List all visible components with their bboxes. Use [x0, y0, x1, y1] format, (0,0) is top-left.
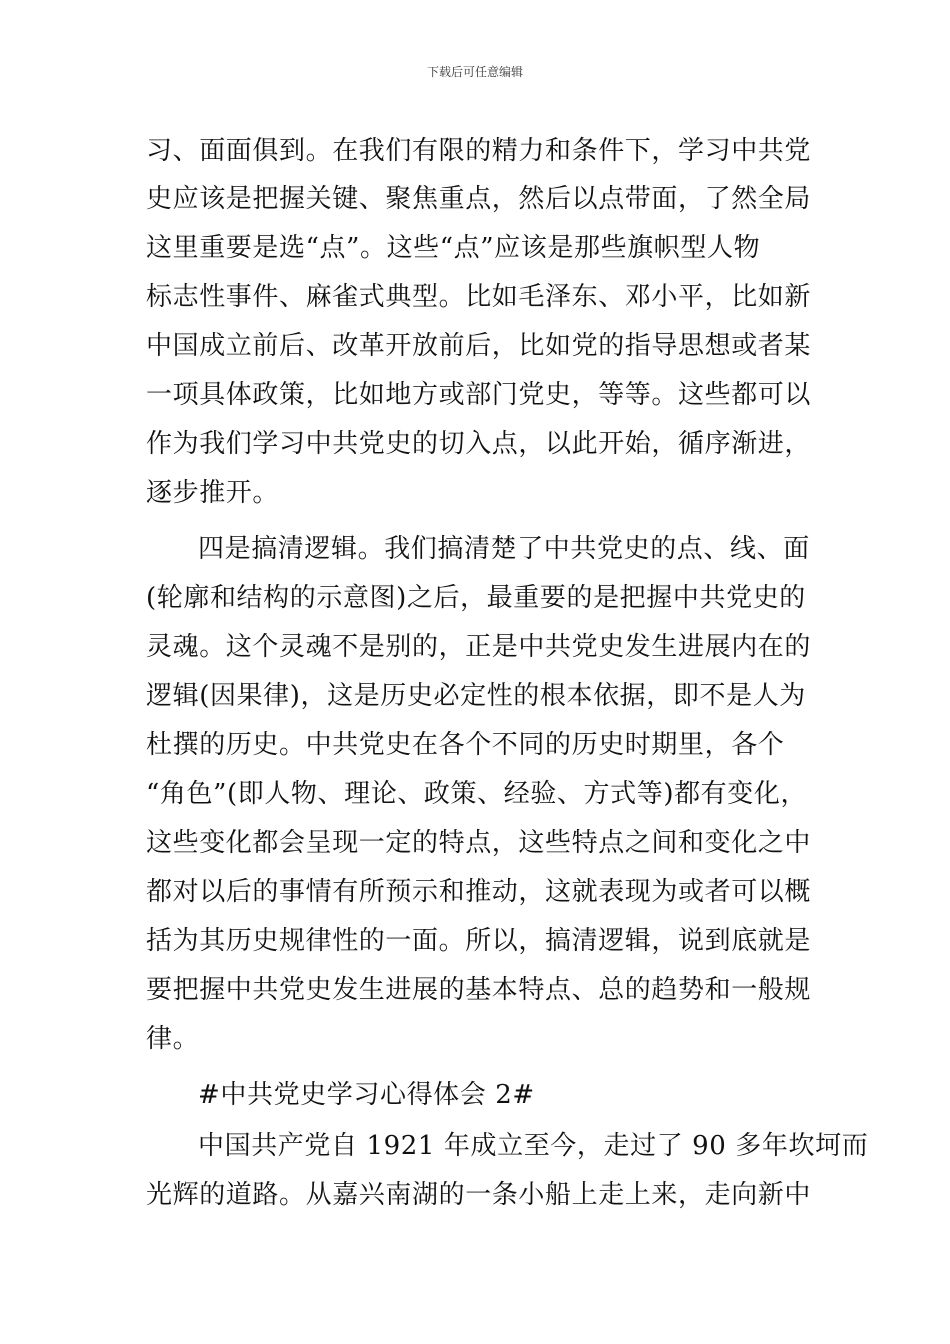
text-line: 都对以后的事情有所预示和推动，这就表现为或者可以概 — [146, 877, 812, 907]
text-line: 这里重要是选“点”。这些“点”应该是那些旗帜型人物 — [146, 233, 761, 263]
text-line: 一项具体政策，比如地方或部门党史，等等。这些都可以 — [146, 380, 812, 410]
text-line: 这些变化都会呈现一定的特点，这些特点之间和变化之中 — [146, 828, 812, 858]
text-line: 作为我们学习中共党史的切入点，以此开始，循序渐进， — [146, 429, 812, 459]
text-line: 灵魂。这个灵魂不是别的，正是中共党史发生进展内在的 — [146, 632, 812, 662]
text-line: 逐步推开。 — [146, 478, 280, 508]
text-line: (轮廓和结构的示意图)之后，最重要的是把握中共党史的 — [146, 583, 806, 613]
text-line: 杜撰的历史。中共党史在各个不同的历史时期里，各个 — [146, 730, 785, 760]
text-line: 标志性事件、麻雀式典型。比如毛泽东、邓小平，比如新 — [146, 282, 812, 312]
text-line: 习、面面俱到。在我们有限的精力和条件下，学习中共党 — [146, 136, 812, 166]
text-line: 史应该是把握关键、聚焦重点，然后以点带面，了然全局 — [146, 184, 812, 214]
text-line: 律。 — [146, 1024, 200, 1054]
text-line: 括为其历史规律性的一面。所以，搞清逻辑，说到底就是 — [146, 926, 812, 956]
page-header: 下载后可任意编辑 — [426, 65, 523, 79]
paragraph-first-line: 中国共产党自 1921 年成立至今，走过了 90 多年坎坷而 — [198, 1131, 869, 1161]
text-line: 中国成立前后、改革开放前后，比如党的指导思想或者某 — [146, 331, 812, 361]
text-line: 要把握中共党史发生进展的基本特点、总的趋势和一般规 — [146, 975, 812, 1005]
section-heading: #中共党史学习心得体会 2# — [198, 1080, 535, 1110]
text-line: 逻辑(因果律)，这是历史必定性的根本依据，即不是人为 — [146, 681, 806, 711]
text-line: “角色”(即人物、理论、政策、经验、方式等)都有变化， — [146, 779, 808, 809]
text-line: 光辉的道路。从嘉兴南湖的一条小船上走上来，走向新中 — [146, 1180, 812, 1210]
paragraph-first-line: 四是搞清逻辑。我们搞清楚了中共党史的点、线、面 — [198, 534, 810, 564]
